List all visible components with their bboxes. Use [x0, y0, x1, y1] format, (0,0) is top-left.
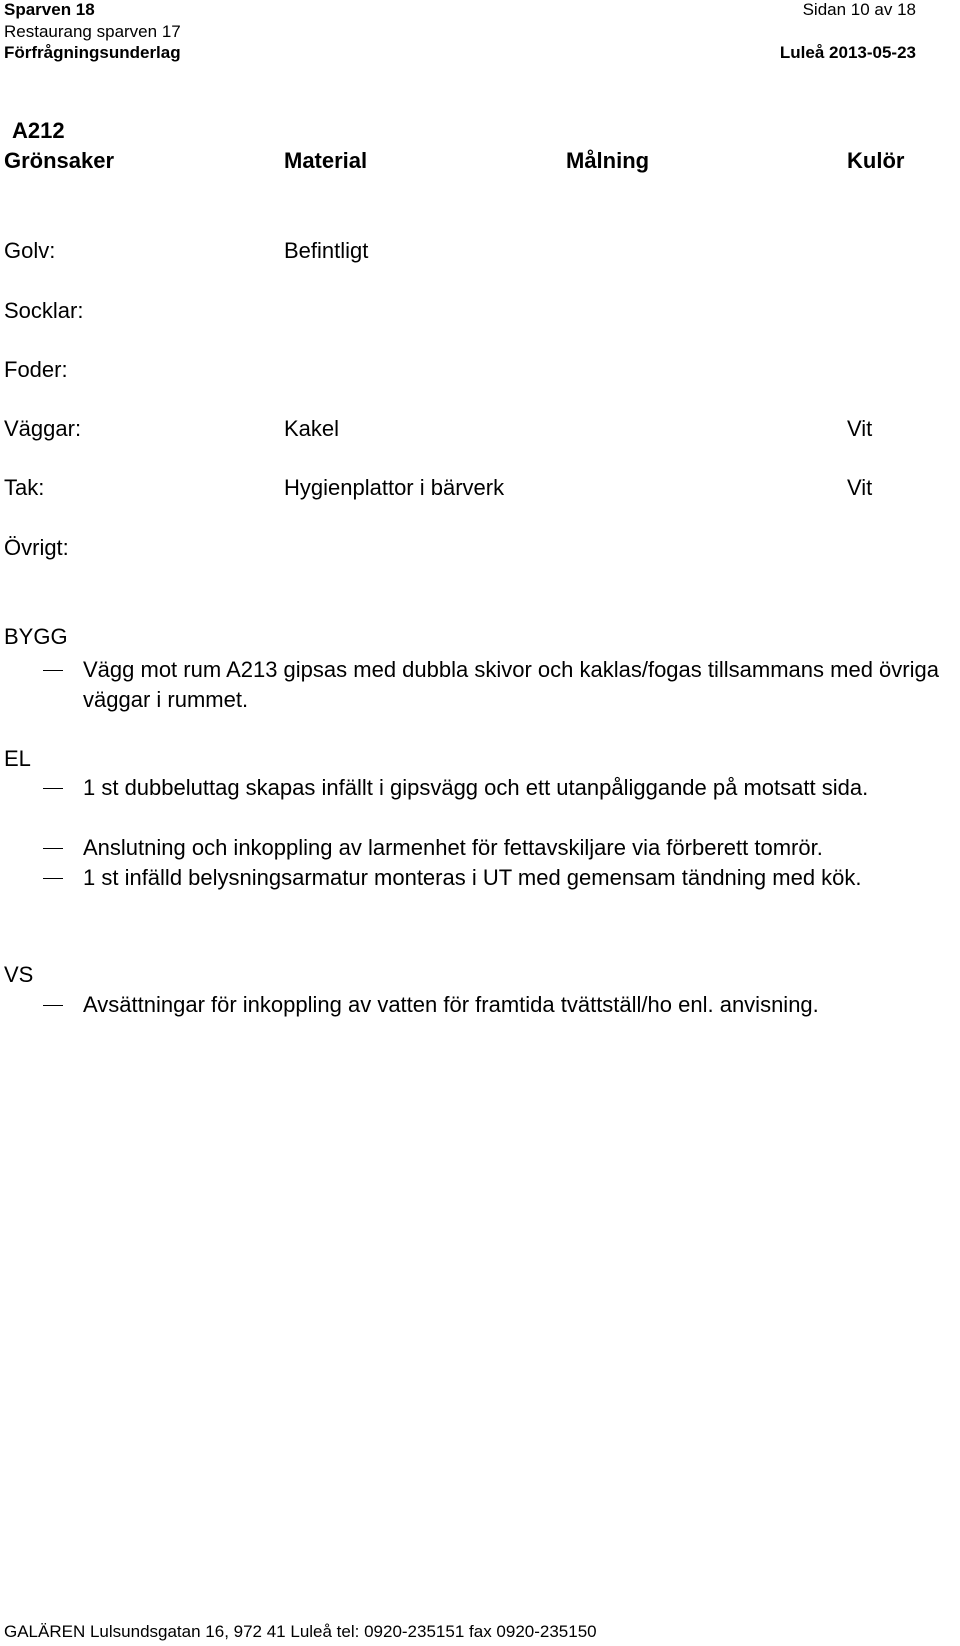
- list-bullet-dash: [43, 848, 63, 849]
- place-date: Luleå 2013-05-23: [779, 43, 916, 62]
- list-item-el-3: 1 st infälld belysningsarmatur monteras i UT med gemensam tändning med kök.: [83, 865, 862, 890]
- list-bullet-dash: [43, 670, 63, 671]
- document-subtitle: Restaurang sparven 17: [4, 22, 181, 41]
- page-footer: GALÄREN Lulsundsgatan 16, 972 41 Luleå tel: 0920-235151 fax 0920-235150: [4, 1622, 597, 1641]
- document-type: Förfrågningsunderlag: [4, 43, 181, 62]
- row-label-ceiling: Tak:: [4, 475, 45, 500]
- row-label-plinths: Socklar:: [4, 298, 84, 323]
- column-header-paint: Målning: [566, 148, 650, 173]
- project-name: Sparven 18: [4, 0, 95, 19]
- list-item-bygg-1: Vägg mot rum A213 gipsas med dubbla skivor och kaklas/fogas tillsammans med övriga väggar i rummet.: [83, 657, 939, 712]
- section-title-bygg: BYGG: [4, 624, 68, 649]
- column-header-material: Material: [284, 148, 368, 173]
- row-color-walls: Vit: [847, 416, 873, 441]
- row-material-walls: Kakel: [284, 416, 340, 441]
- page-number: Sidan 10 av 18: [802, 0, 916, 19]
- list-bullet-dash: [43, 1005, 63, 1006]
- row-material-ceiling: Hygienplattor i bärverk: [284, 475, 505, 500]
- list-item-el-2: Anslutning och inkoppling av larmenhet för fettavskiljare via förberett tomrör.: [83, 835, 823, 860]
- row-label-other: Övrigt:: [4, 535, 69, 560]
- room-code: A212: [12, 118, 65, 143]
- list-item-vs-1: Avsättningar för inkoppling av vatten för framtida tvättställ/ho enl. anvisning.: [83, 992, 819, 1017]
- room-name: Grönsaker: [4, 148, 115, 173]
- column-header-color: Kulör: [847, 148, 905, 173]
- row-label-trim: Foder:: [4, 357, 68, 382]
- row-label-floor: Golv:: [4, 238, 56, 263]
- row-label-walls: Väggar:: [4, 416, 82, 441]
- section-title-el: EL: [4, 746, 31, 771]
- row-color-ceiling: Vit: [847, 475, 873, 500]
- section-title-vs: VS: [4, 962, 34, 987]
- list-bullet-dash: [43, 878, 63, 879]
- row-material-floor: Befintligt: [284, 238, 369, 263]
- list-bullet-dash: [43, 788, 63, 789]
- list-item-el-1: 1 st dubbeluttag skapas infällt i gipsvägg och ett utanpåliggande på motsatt sida.: [83, 775, 869, 800]
